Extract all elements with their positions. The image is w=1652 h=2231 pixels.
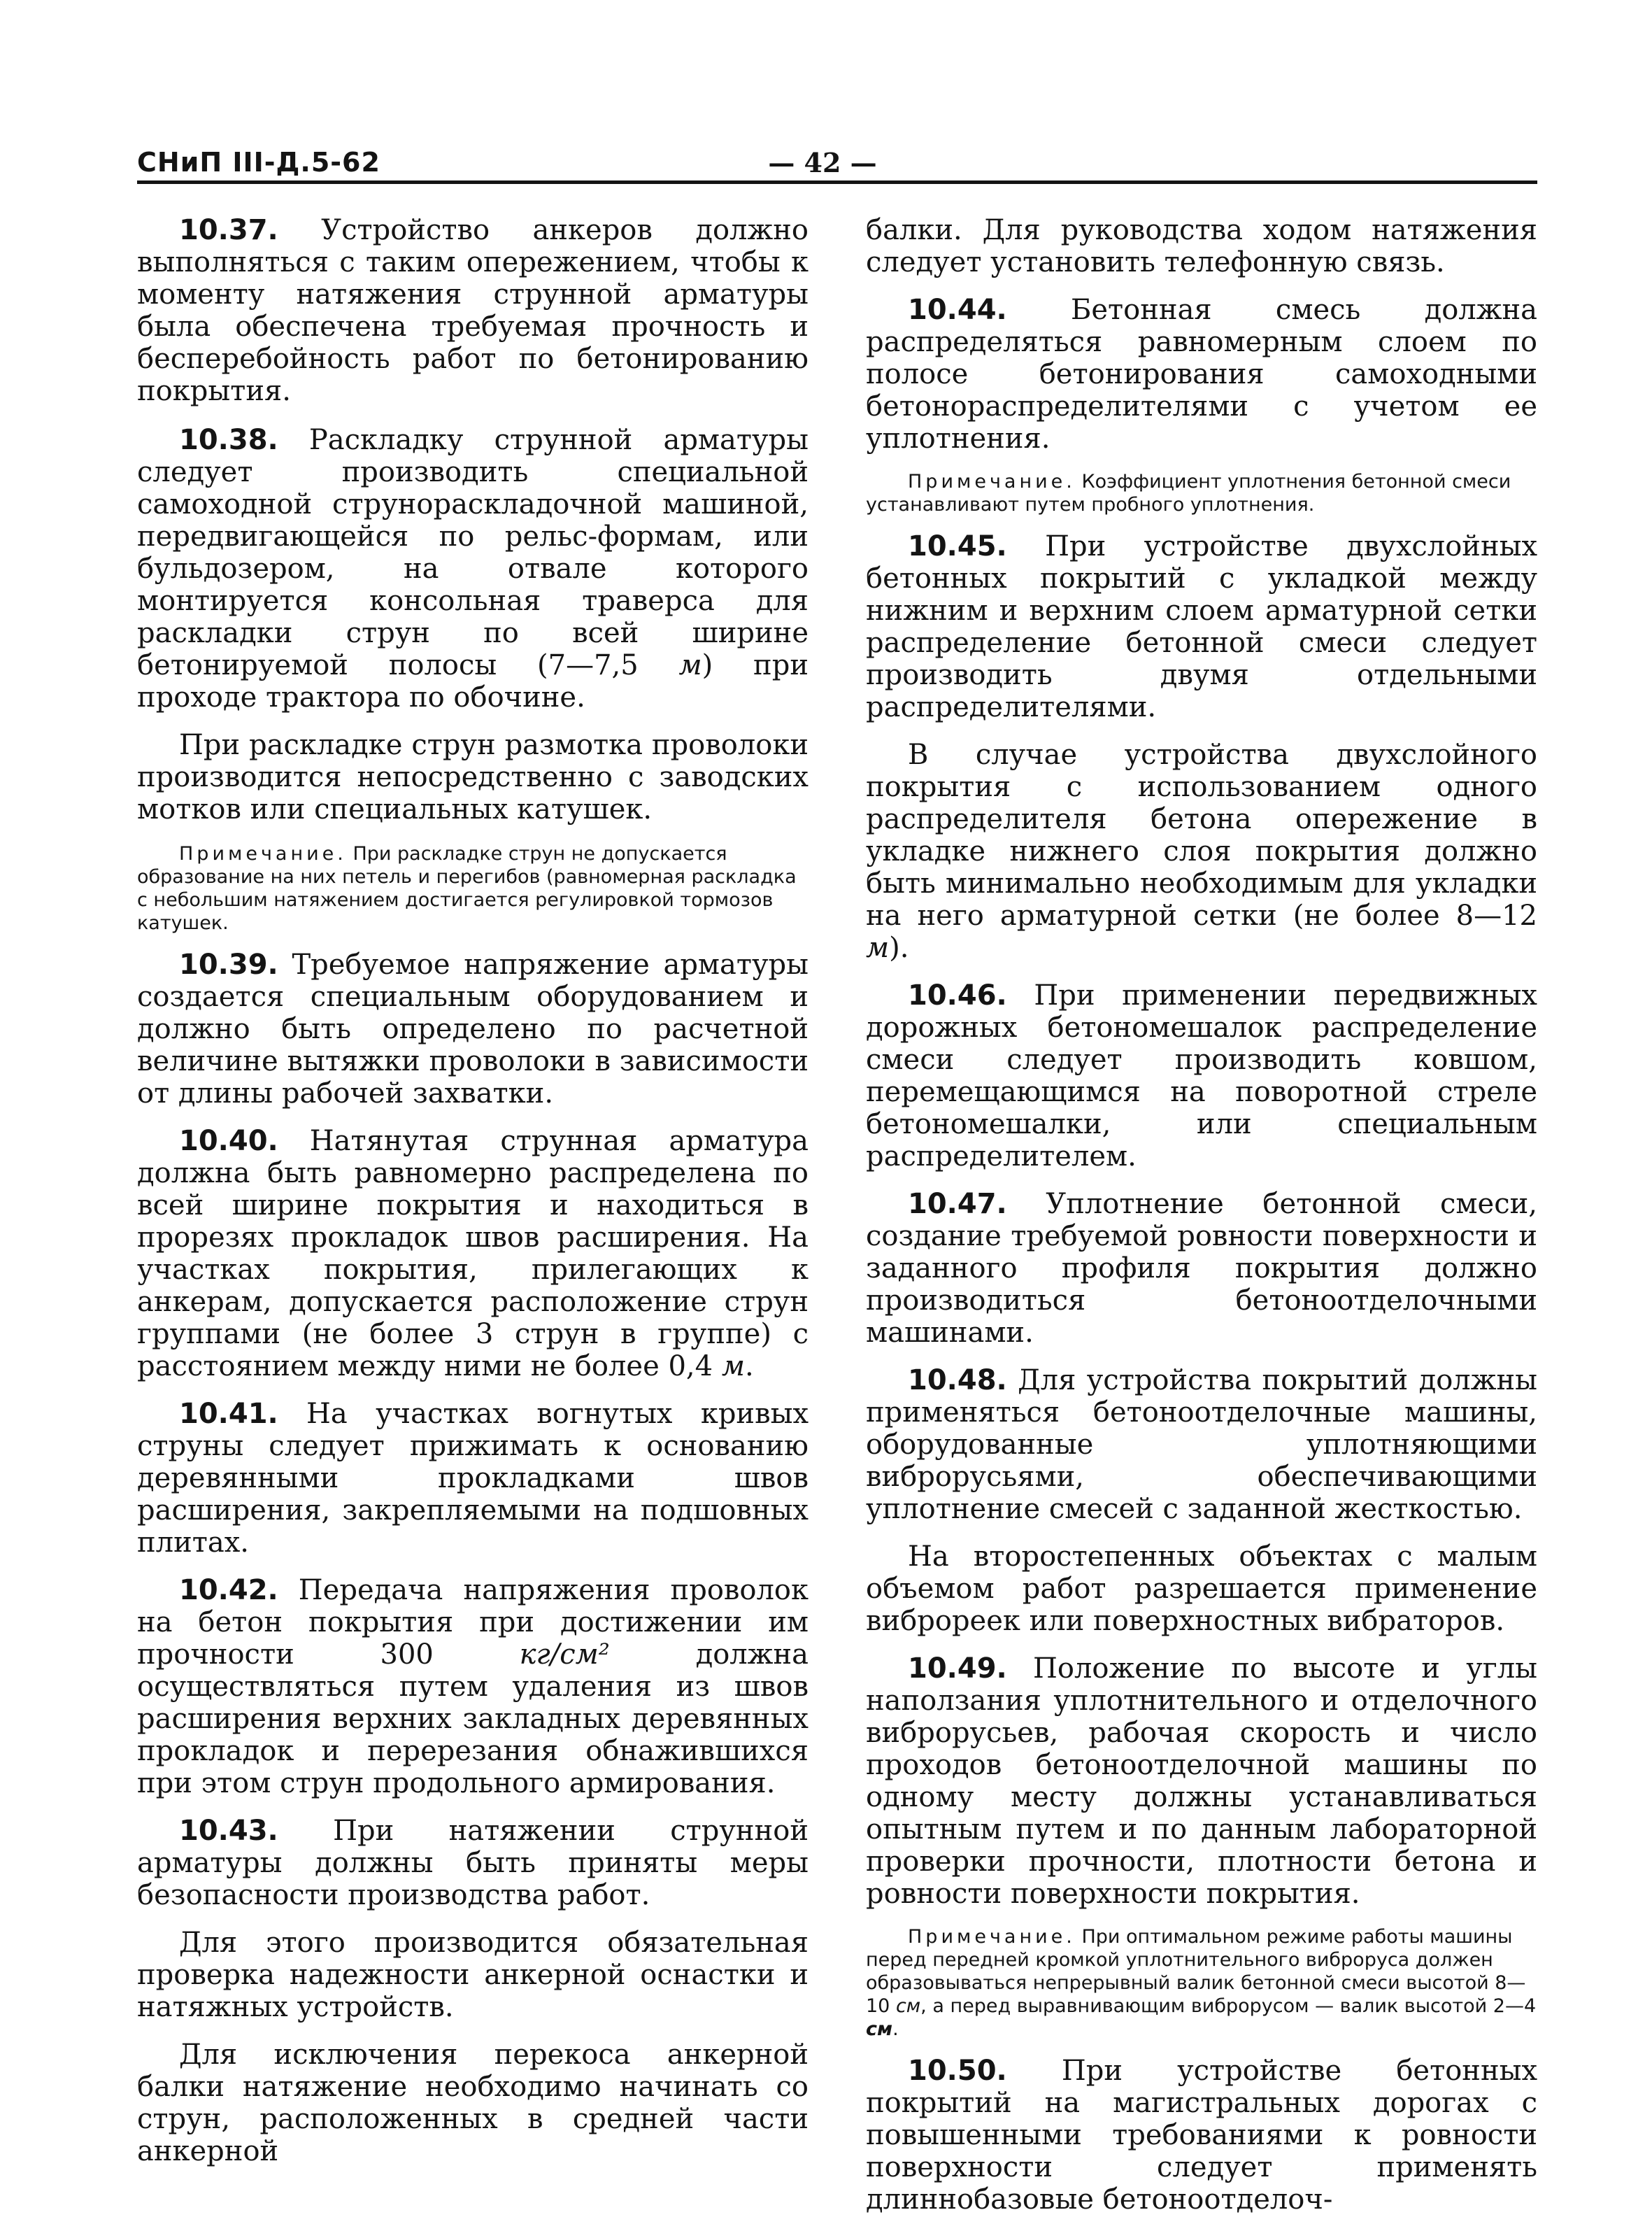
paragraph-10-37: [137, 214, 809, 407]
note-text: Коэффициент уплотнения бетонной смеси устанавливают путем пробного уплотнения.: [866, 471, 1511, 516]
clause-text: Положение по высоте и углы наползания уплотнительного и отделочного виброрусьев, рабочая скорость и число проходов бетоноотделочной машины по одному месту должны устанавливаться опытным путем и по данным лабораторной проверки прочности, плотности бетона и ровности поверхности покрытия.: [866, 1652, 1537, 1910]
note-label: Примечание.: [908, 471, 1076, 493]
paragraph-10-49: [866, 1652, 1537, 1910]
unit: м: [866, 932, 890, 964]
paragraph-10-48: [866, 1364, 1537, 1525]
clause-number: 10.38.: [179, 424, 278, 456]
note-text: При раскладке струн не допускается образование на них петель и перегибов (равномерная раскладка с небольшим натяжением достигается регулировкой тормозов катушек.: [137, 843, 797, 934]
clause-text: Уплотнение бетонной смеси, создание требуемой ровности поверхности и заданного профиля покрытия должно производиться бетоноотделочными машинами.: [866, 1188, 1537, 1349]
clause-text-tail: ) при проходе трактора по обочине.: [137, 649, 809, 714]
note-1: [137, 842, 809, 935]
clause-text-tail: ).: [889, 932, 909, 964]
paragraph-10-45-b: [866, 739, 1537, 964]
note-text-tail: .: [892, 2018, 899, 2040]
note-text-mid: , а перед выравнивающим виброрусом — валик высотой 2—4: [920, 1995, 1537, 2017]
note-2: [866, 470, 1537, 516]
unit: м: [678, 649, 702, 681]
unit: см: [895, 1995, 921, 2017]
note-label: Примечание.: [179, 843, 347, 865]
clause-number: 10.42.: [179, 1574, 278, 1606]
paragraph-10-45: [866, 530, 1537, 723]
clause-text: В случае устройства двухслойного покрытия с использованием одного распределителя бетона опережение в укладке нижнего слоя покрытия должно быть минимально необходимым для укладки на него арматурной сетки (не более 8—12: [866, 739, 1537, 932]
clause-text-tail: .: [744, 1350, 754, 1382]
clause-text: При устройстве двухслойных бетонных покрытий с укладкой между нижним и верхним слоем арматурной сетки распределение бетонной смеси следует производить двумя отдельными распределителями.: [866, 530, 1537, 723]
paragraph-10-43-b: Для этого производится обязательная проверка надежности анкерной оснастки и натяжных устройств.: [137, 1927, 809, 2023]
clause-text: При устройстве бетонных покрытий на магистральных дорогах с повышенными требованиями к ровности поверхности следует применять длиннобазовые бетоноотделоч-: [866, 2055, 1537, 2216]
clause-number: 10.45.: [908, 530, 1007, 562]
page-number: — 42 —: [768, 147, 877, 178]
clause-text: Устройство анкеров должно выполняться с таким опережением, чтобы к моменту натяжения струнной арматуры была обеспечена требуемая прочность и бесперебойность работ по бетонированию покрытия.: [137, 214, 809, 407]
clause-text: Бетонная смесь должна распределяться равномерным слоем по полосе бетонирования самоходными бетонораспределителями с учетом ее уплотнения.: [866, 294, 1537, 455]
clause-number: 10.39.: [179, 949, 278, 981]
paragraph-10-40: [137, 1125, 809, 1382]
paragraph-10-39: [137, 949, 809, 1110]
page-header: [137, 146, 1537, 185]
clause-number: 10.37.: [179, 214, 278, 246]
paragraph-10-44: [866, 294, 1537, 455]
unit: кг/см²: [519, 1638, 610, 1671]
clause-text: При применении передвижных дорожных бетономешалок распределение смеси следует производить ковшом, перемещающимся на поворотной стреле бетономешалки, или специальным распределителем.: [866, 979, 1537, 1173]
paragraph-10-47: [866, 1188, 1537, 1349]
left-column: [137, 214, 809, 2183]
unit: см: [866, 2018, 893, 2040]
note-label: Примечание.: [908, 1926, 1076, 1948]
paragraph-10-42: [137, 1574, 809, 1799]
clause-number: 10.44.: [908, 294, 1007, 326]
clause-text: При натяжении струнной арматуры должны быть приняты меры безопасности производства работ.: [137, 1815, 809, 1911]
note-3: [866, 1925, 1537, 2041]
clause-text: Требуемое напряжение арматуры создается специальным оборудованием и должно быть определено по расчетной величине вытяжки проволоки в зависимости от длины рабочей захватки.: [137, 949, 809, 1110]
clause-number: 10.41.: [179, 1398, 278, 1430]
clause-number: 10.43.: [179, 1815, 278, 1847]
document-code: СНиП III-Д.5-62: [137, 147, 380, 178]
paragraph-10-38: [137, 424, 809, 714]
clause-text: Натянутая струнная арматура должна быть равномерно распределена по всей ширине покрытия и находиться в прорезях прокладок швов расширения. На участках покрытия, прилегающих к анкерам, допускается расположение струн группами (не более 3 струн в группе) с расстоянием между ними не более 0,4: [137, 1125, 809, 1382]
header-rule: [137, 180, 1537, 184]
paragraph-10-50: [866, 2055, 1537, 2216]
clause-number: 10.40.: [179, 1125, 278, 1157]
paragraph-10-38-continued: При раскладке струн размотка проволоки производится непосредственно с заводских мотков или специальных катушек.: [137, 729, 809, 826]
note-text: При оптимальном режиме работы машины перед передней кромкой уплотнительного виброруса должен образовываться непрерывный валик бетонной смеси высотой 8—10: [866, 1926, 1526, 2017]
clause-text: Передача напряжения проволок на бетон покрытия при достижении им прочности 300: [137, 1574, 809, 1671]
clause-number: 10.46.: [908, 979, 1007, 1012]
clause-number: 10.49.: [908, 1652, 1007, 1685]
paragraph-10-41: [137, 1398, 809, 1559]
paragraph-10-48-b: На второстепенных объектах с малым объемом работ разрешается применение виброреек или поверхностных вибраторов.: [866, 1541, 1537, 1637]
clause-text: Для устройства покрытий должны применяться бетоноотделочные машины, оборудованные уплотняющими виброрусьями, обеспечивающими уплотнение смесей с заданной жесткостью.: [866, 1364, 1537, 1525]
clause-text: На участках вогнутых кривых струны следует прижимать к основанию деревянными прокладками швов расширения, закрепляемыми на подшовных плитах.: [137, 1398, 809, 1559]
clause-text: Раскладку струнной арматуры следует производить специальной самоходной струнораскладочной машиной, передвигающейся по рельс-формам, или бульдозером, на отвале которого монтируется консольная траверса для раскладки струн по всей ширине бетонируемой полосы (7—7,5: [137, 424, 809, 681]
clause-text-tail: должна осуществляться путем удаления из швов расширения верхних закладных деревянных прокладок и перерезания обнажившихся при этом струн продольного армирования.: [137, 1638, 809, 1799]
clause-number: 10.47.: [908, 1188, 1007, 1220]
right-column: [866, 214, 1537, 2231]
paragraph-10-43-c: Для исключения перекоса анкерной балки натяжение необходимо начинать со струн, расположенных в средней части анкерной: [137, 2039, 809, 2167]
clause-number: 10.50.: [908, 2055, 1007, 2087]
clause-number: 10.48.: [908, 1364, 1007, 1396]
paragraph-10-43: [137, 1815, 809, 1911]
paragraph-10-46: [866, 979, 1537, 1173]
unit: м: [721, 1350, 745, 1382]
paragraph-continuation: балки. Для руководства ходом натяжения следует установить телефонную связь.: [866, 214, 1537, 278]
